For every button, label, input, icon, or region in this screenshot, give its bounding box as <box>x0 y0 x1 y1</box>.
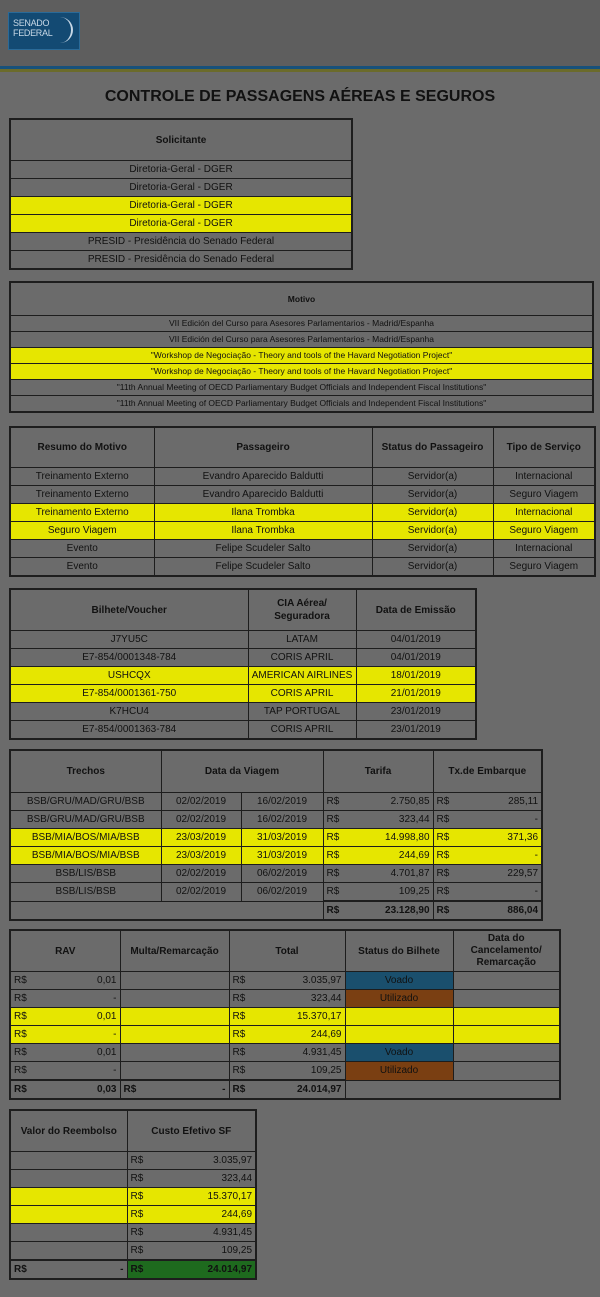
table-cell: E7-854/0001363-784 <box>10 721 248 740</box>
table-cell: BSB/GRU/MAD/GRU/BSB <box>10 793 161 811</box>
table-cell: 04/01/2019 <box>356 649 476 667</box>
table-cell: Ilana Trombka <box>154 504 372 522</box>
bilhete-table <box>9 588 477 740</box>
table-cell <box>10 1152 127 1170</box>
currency-cell: R$ <box>323 865 351 883</box>
table-cell: 244,69 <box>351 847 433 865</box>
table-cell: 06/02/2019 <box>241 865 323 883</box>
blank-cell <box>10 901 161 920</box>
blank-cell <box>345 1080 453 1099</box>
table-cell: Felipe Scudeler Salto <box>154 558 372 577</box>
table-cell: Internacional <box>493 468 595 486</box>
table-cell: E7-854/0001348-784 <box>10 649 248 667</box>
currency-cell: R$ <box>323 793 351 811</box>
table-cell: 109,25 <box>153 1242 256 1261</box>
table-cell: - <box>461 811 542 829</box>
currency-cell: R$ <box>323 811 351 829</box>
table-cell: Ilana Trombka <box>154 522 372 540</box>
currency-cell: R$ <box>323 829 351 847</box>
currency-cell: R$ <box>229 1026 255 1044</box>
currency-cell: R$ <box>10 1044 36 1062</box>
header-stripe-green <box>0 69 600 72</box>
currency-cell: R$ <box>10 1062 36 1081</box>
currency-cell: R$ <box>229 1008 255 1026</box>
table-cell: 4.931,45 <box>255 1044 345 1062</box>
currency-cell: R$ <box>433 865 461 883</box>
table-cell: Evento <box>10 540 154 558</box>
col-header-resumo: Resumo do Motivo <box>10 427 154 468</box>
col-header-valor-reembolso: Valor do Reembolso <box>10 1110 127 1152</box>
currency-cell: R$ <box>229 1080 255 1099</box>
table-cell: Evento <box>10 558 154 577</box>
table-cell: 06/02/2019 <box>241 883 323 902</box>
table-cell <box>10 1206 127 1224</box>
table-cell <box>453 1026 560 1044</box>
table-cell: Internacional <box>493 540 595 558</box>
table-cell: 02/02/2019 <box>161 793 241 811</box>
table-cell: E7-854/0001361-750 <box>10 685 248 703</box>
table-cell: Evandro Aparecido Baldutti <box>154 468 372 486</box>
total-total: 24.014,97 <box>255 1080 345 1099</box>
table-cell: 285,11 <box>461 793 542 811</box>
currency-cell: R$ <box>229 1044 255 1062</box>
col-header-tx-embarque: Tx.de Embarque <box>433 750 542 793</box>
page-title: CONTROLE DE PASSAGENS AÉREAS E SEGUROS <box>104 88 496 105</box>
rav-table <box>9 929 561 1100</box>
total-multa: - <box>222 1084 226 1095</box>
table-cell: 323,44 <box>351 811 433 829</box>
col-header-data-viagem: Data da Viagem <box>161 750 323 793</box>
table-cell: 23/03/2019 <box>161 847 241 865</box>
logo-text-line2: FEDERAL <box>13 28 53 38</box>
col-header-tipo-servico: Tipo de Serviço <box>493 427 595 468</box>
solicitante-cell: Diretoria-Geral - DGER <box>10 215 352 233</box>
currency-cell: R$ <box>229 990 255 1008</box>
table-cell: USHCQX <box>10 667 248 685</box>
table-cell: 229,57 <box>461 865 542 883</box>
currency-cell: R$ <box>127 1170 153 1188</box>
passageiro-table <box>9 426 596 577</box>
status-badge: Utilizado <box>345 990 453 1008</box>
table-cell: CORIS APRIL <box>248 649 356 667</box>
col-header-rav: RAV <box>10 930 120 972</box>
table-cell: 31/03/2019 <box>241 829 323 847</box>
currency-cell: R$ <box>433 793 461 811</box>
table-cell: 371,36 <box>461 829 542 847</box>
motivo-cell: "Workshop de Negociação - Theory and tools of the Havard Negotiation Project" <box>10 348 593 364</box>
col-header-passageiro: Passageiro <box>154 427 372 468</box>
table-cell: CORIS APRIL <box>248 721 356 740</box>
table-cell: CORIS APRIL <box>248 685 356 703</box>
currency-cell: R$ <box>10 1260 36 1279</box>
col-header-bilhete: Bilhete/Voucher <box>10 589 248 631</box>
currency-cell: R$ <box>127 1152 153 1170</box>
table-cell: 109,25 <box>255 1062 345 1081</box>
currency-cell: R$ <box>229 1062 255 1081</box>
currency-cell: R$ <box>323 847 351 865</box>
currency-cell: R$ <box>10 1008 36 1026</box>
solicitante-cell: PRESID - Presidência do Senado Federal <box>10 233 352 251</box>
table-cell: Seguro Viagem <box>493 486 595 504</box>
table-cell <box>453 1062 560 1081</box>
table-cell <box>453 1008 560 1026</box>
status-badge <box>345 1026 453 1044</box>
table-cell: 2.750,85 <box>351 793 433 811</box>
reembolso-table <box>9 1109 257 1280</box>
table-cell: 02/02/2019 <box>161 811 241 829</box>
trechos-table <box>9 749 543 921</box>
currency-cell: R$ <box>127 1188 153 1206</box>
table-cell: Servidor(a) <box>372 504 493 522</box>
currency-cell: R$ <box>127 1260 153 1279</box>
table-cell: 0,01 <box>36 1008 120 1026</box>
table-cell: 244,69 <box>255 1026 345 1044</box>
table-cell: Felipe Scudeler Salto <box>154 540 372 558</box>
currency-cell: R$ <box>10 972 36 990</box>
table-cell: 18/01/2019 <box>356 667 476 685</box>
status-badge: Utilizado <box>345 1062 453 1081</box>
blank-cell <box>241 901 323 920</box>
table-cell: Servidor(a) <box>372 540 493 558</box>
logo-text-line1: SENADO <box>13 18 50 28</box>
table-cell: Seguro Viagem <box>10 522 154 540</box>
table-cell: AMERICAN AIRLINES <box>248 667 356 685</box>
motivo-cell: "11th Annual Meeting of OECD Parliamentary Budget Officials and Independent Fiscal Institutions" <box>10 396 593 413</box>
col-header-custo-efetivo: Custo Efetivo SF <box>127 1110 256 1152</box>
table-cell: Evandro Aparecido Baldutti <box>154 486 372 504</box>
col-header-status-passageiro: Status do Passageiro <box>372 427 493 468</box>
table-cell <box>120 1026 229 1044</box>
currency-cell: R$ <box>433 811 461 829</box>
currency-cell: R$ <box>123 1084 137 1095</box>
table-cell: Servidor(a) <box>372 558 493 577</box>
currency-cell: R$ <box>10 1080 36 1099</box>
table-cell: 323,44 <box>255 990 345 1008</box>
table-cell: Servidor(a) <box>372 522 493 540</box>
table-cell <box>120 1044 229 1062</box>
table-cell: Treinamento Externo <box>10 486 154 504</box>
table-cell: 0,01 <box>36 972 120 990</box>
solicitante-cell: Diretoria-Geral - DGER <box>10 197 352 215</box>
motivo-cell: VII Edición del Curso para Asesores Parlamentarios - Madrid/Espanha <box>10 332 593 348</box>
table-cell: Treinamento Externo <box>10 468 154 486</box>
currency-cell: R$ <box>433 847 461 865</box>
total-reembolso: - <box>36 1260 127 1279</box>
table-cell: 244,69 <box>153 1206 256 1224</box>
table-cell: Servidor(a) <box>372 468 493 486</box>
motivo-cell: "11th Annual Meeting of OECD Parliamentary Budget Officials and Independent Fiscal Institutions" <box>10 380 593 396</box>
currency-cell: R$ <box>323 901 351 920</box>
table-cell: 04/01/2019 <box>356 631 476 649</box>
table-cell: 3.035,97 <box>255 972 345 990</box>
table-cell: 14.998,80 <box>351 829 433 847</box>
col-header-total: Total <box>229 930 345 972</box>
total-multa-cell <box>120 1080 229 1099</box>
table-cell <box>10 1242 127 1261</box>
currency-cell: R$ <box>10 1026 36 1044</box>
table-cell: BSB/MIA/BOS/MIA/BSB <box>10 829 161 847</box>
table-cell: 23/03/2019 <box>161 829 241 847</box>
total-tx-embarque: 886,04 <box>461 901 542 920</box>
currency-cell: R$ <box>127 1206 153 1224</box>
motivo-cell: VII Edición del Curso para Asesores Parlamentarios - Madrid/Espanha <box>10 316 593 332</box>
table-cell: 0,01 <box>36 1044 120 1062</box>
table-cell: 15.370,17 <box>153 1188 256 1206</box>
table-cell: - <box>461 883 542 902</box>
motivo-cell: "Workshop de Negociação - Theory and tools of the Havard Negotiation Project" <box>10 364 593 380</box>
total-tarifa: 23.128,90 <box>351 901 433 920</box>
total-custo-efetivo: 24.014,97 <box>153 1260 256 1279</box>
total-rav: 0,03 <box>36 1080 120 1099</box>
col-header-status-bilhete: Status do Bilhete <box>345 930 453 972</box>
table-cell: K7HCU4 <box>10 703 248 721</box>
site-header <box>0 0 600 66</box>
table-cell: - <box>461 847 542 865</box>
solicitante-cell: PRESID - Presidência do Senado Federal <box>10 251 352 270</box>
table-cell: Internacional <box>493 504 595 522</box>
status-badge: Voado <box>345 1044 453 1062</box>
table-cell <box>453 972 560 990</box>
table-cell: 16/02/2019 <box>241 811 323 829</box>
currency-cell: R$ <box>323 883 351 902</box>
status-badge <box>345 1008 453 1026</box>
blank-cell <box>453 1080 560 1099</box>
blank-cell <box>161 901 241 920</box>
table-cell: LATAM <box>248 631 356 649</box>
senado-logo[interactable] <box>8 12 80 50</box>
currency-cell: R$ <box>433 883 461 902</box>
table-cell <box>120 972 229 990</box>
currency-cell: R$ <box>433 901 461 920</box>
currency-cell: R$ <box>433 829 461 847</box>
table-cell: - <box>36 1062 120 1081</box>
solicitante-header: Solicitante <box>10 119 352 161</box>
table-cell: - <box>36 990 120 1008</box>
table-cell: Seguro Viagem <box>493 522 595 540</box>
table-cell: 15.370,17 <box>255 1008 345 1026</box>
table-cell: Seguro Viagem <box>493 558 595 577</box>
table-cell: BSB/GRU/MAD/GRU/BSB <box>10 811 161 829</box>
table-cell <box>10 1170 127 1188</box>
table-cell: BSB/LIS/BSB <box>10 865 161 883</box>
col-header-cia: CIA Aérea/ Seguradora <box>248 589 356 631</box>
table-cell <box>10 1188 127 1206</box>
table-cell: 23/01/2019 <box>356 721 476 740</box>
table-cell: BSB/MIA/BOS/MIA/BSB <box>10 847 161 865</box>
table-cell <box>120 990 229 1008</box>
table-cell: 23/01/2019 <box>356 703 476 721</box>
col-header-tarifa: Tarifa <box>323 750 433 793</box>
table-cell: 02/02/2019 <box>161 883 241 902</box>
currency-cell: R$ <box>10 990 36 1008</box>
table-cell <box>453 990 560 1008</box>
table-cell: 3.035,97 <box>153 1152 256 1170</box>
col-header-data-cancelamento: Data do Cancelamento/ Remarcação <box>453 930 560 972</box>
table-cell: 02/02/2019 <box>161 865 241 883</box>
table-cell <box>453 1044 560 1062</box>
table-cell: J7YU5C <box>10 631 248 649</box>
solicitante-cell: Diretoria-Geral - DGER <box>10 161 352 179</box>
motivo-table <box>9 281 594 413</box>
table-cell <box>10 1224 127 1242</box>
table-cell: 16/02/2019 <box>241 793 323 811</box>
table-cell: Treinamento Externo <box>10 504 154 522</box>
table-cell: 4.701,87 <box>351 865 433 883</box>
currency-cell: R$ <box>127 1242 153 1261</box>
table-cell: Servidor(a) <box>372 486 493 504</box>
col-header-trechos: Trechos <box>10 750 161 793</box>
table-cell: TAP PORTUGAL <box>248 703 356 721</box>
logo-arc-icon <box>55 17 73 43</box>
table-cell: BSB/LIS/BSB <box>10 883 161 902</box>
table-cell: 31/03/2019 <box>241 847 323 865</box>
table-cell: 323,44 <box>153 1170 256 1188</box>
col-header-data-emissao: Data de Emissão <box>356 589 476 631</box>
table-cell: - <box>36 1026 120 1044</box>
table-cell <box>120 1008 229 1026</box>
currency-cell: R$ <box>229 972 255 990</box>
motivo-header: Motivo <box>10 282 593 316</box>
currency-cell: R$ <box>127 1224 153 1242</box>
table-cell: 4.931,45 <box>153 1224 256 1242</box>
table-cell <box>120 1062 229 1081</box>
solicitante-table <box>9 118 353 270</box>
table-cell: 109,25 <box>351 883 433 902</box>
table-cell: 21/01/2019 <box>356 685 476 703</box>
status-badge: Voado <box>345 972 453 990</box>
col-header-multa: Multa/Remarcação <box>120 930 229 972</box>
solicitante-cell: Diretoria-Geral - DGER <box>10 179 352 197</box>
